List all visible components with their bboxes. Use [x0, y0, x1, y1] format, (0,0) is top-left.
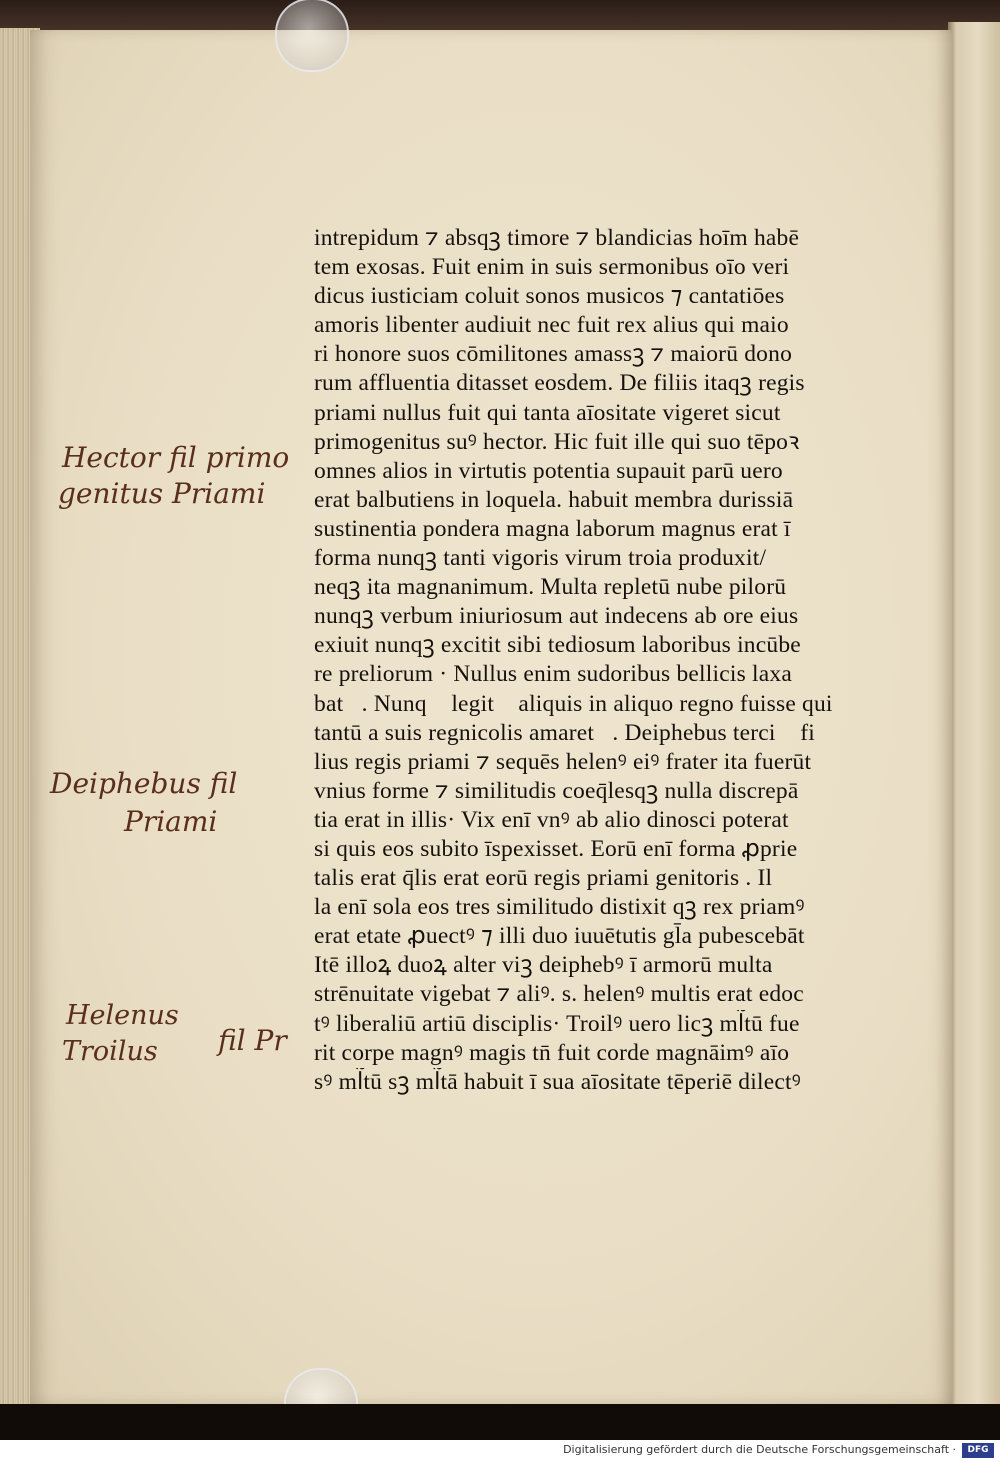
- page-clip-top: [275, 0, 349, 72]
- marginal-note-bracket: fil Pr: [218, 1024, 287, 1057]
- text-line: forma nunqꝫ tanti vigoris virum troia produxit/: [314, 545, 767, 572]
- text-line: neqꝫ ita magnanimum. Multa repletū nube pilorū: [314, 574, 787, 601]
- text-line: Itē illoꝝ duoꝝ alter viꝫ deiphebꝰ ī armorū multa: [314, 952, 773, 979]
- text-line: strēnuitate vigebat ⁊ aliꝰ. s. helenꝰ multis erat edoc: [314, 981, 804, 1008]
- marginal-note-hector: [58, 440, 289, 512]
- text-line: amoris libenter audiuit nec fuit rex alius qui maio: [314, 312, 789, 339]
- marginal-note-line: genitus Priami: [58, 477, 266, 510]
- text-line: la enī sola eos tres similitudo distixit qꝫ rex priamꝰ: [314, 894, 805, 921]
- marginal-note-line: Priami: [124, 805, 218, 838]
- digitization-credit-text: Digitalisierung gefördert durch die Deutsche Forschungsgemeinschaft ·: [563, 1443, 956, 1456]
- text-line: re preliorum · Nullus enim sudoribus bellicis laxa: [314, 661, 792, 688]
- marginal-note-line: Deiphebus fil: [50, 767, 238, 800]
- text-line: ri honore suos cōmilitones amassꝫ ⁊ maiorū dono: [314, 341, 793, 368]
- marginal-note-line: Hector fil primo: [62, 441, 290, 474]
- marginal-note-line: Helenus: [66, 1000, 179, 1031]
- text-line: tꝰ liberaliū artiū disciplis· Troilꝰ uero licꝫ ml᷑tū fue: [314, 1010, 800, 1037]
- text-line: priami nullus fuit qui tanta aīositate vigeret sicut: [314, 399, 781, 426]
- text-line: sustinentia pondera magna laborum magnus erat ī: [314, 515, 791, 542]
- text-line: tantū a suis regnicolis amaret᷑. Deiphebus terciꝰ fi: [314, 719, 815, 746]
- text-line: tem exosas. Fuit enim in suis sermonibus oīo veri: [314, 254, 790, 281]
- text-line: sꝰ ml᷑tū sꝫ ml᷑tā habuit ī sua aīositate tēperiē dilectꝰ: [314, 1068, 801, 1095]
- marginal-note-deiphebus: [50, 765, 237, 841]
- text-line: intrepidum ⁊ absqꝫ timore ⁊ blandicias hoīm habē: [314, 225, 800, 251]
- text-line: talis erat q̄lis erat eorū regis priami genitoris . Il: [314, 865, 773, 892]
- dfg-logo: DFG: [962, 1443, 994, 1458]
- text-line: rit corpe magnꝰ magis tn̄ fuit corde magnāimꝰ aīo: [314, 1039, 790, 1066]
- text-line: dicus iusticiam coluit sonos musicos ⁊ cantatiōes: [314, 283, 785, 310]
- facing-page-edge: [948, 22, 1000, 1412]
- text-line: rum affluentia ditasset eosdem. De filiis itaqꝫ regis: [314, 370, 805, 397]
- text-line: exiuit nunqꝫ excitit sibi tediosum laboribus incūbe: [314, 632, 801, 659]
- text-line: erat etate ꝓuectꝰ ⁊ illi duo iuuētutis gl̄a pubescebāt: [314, 923, 805, 950]
- text-line: omnes alios in virtutis potentia supauit parū uero: [314, 457, 783, 484]
- scan-bottom-edge: [0, 1404, 1000, 1440]
- incunable-text-block: [314, 224, 894, 1097]
- text-line: bat᷑. Nunqꝫ legit᷑ aliquis in aliquo regno fuisse qui: [314, 690, 833, 717]
- marginal-note-line: Troilus: [62, 1036, 158, 1067]
- text-line: tia erat in illis· Vix enī vnꝰ ab alio dinosci poterat: [314, 806, 789, 833]
- digitization-credit-bar: [0, 1440, 1000, 1462]
- text-line: si quis eos subito īspexisset. Eorū enī forma ꝓprie: [314, 835, 798, 862]
- text-line: erat balbutiens in loquela. habuit membra durissiā: [314, 486, 794, 513]
- text-line: primogenitus suꝰ hector. Hic fuit ille qui suo tēpoꝛ: [314, 428, 800, 455]
- text-line: nunqꝫ verbum iniuriosum aut indecens ab ore eius: [314, 603, 799, 630]
- text-line: lius regis priami ⁊ sequēs helenꝰ eiꝰ frater ita fuerūt: [314, 748, 812, 775]
- text-line: vnius forme ⁊ similitudis coeq̄lesqꝫ nulla discrepā: [314, 777, 799, 804]
- marginal-note-helenus-troilus: [62, 998, 179, 1070]
